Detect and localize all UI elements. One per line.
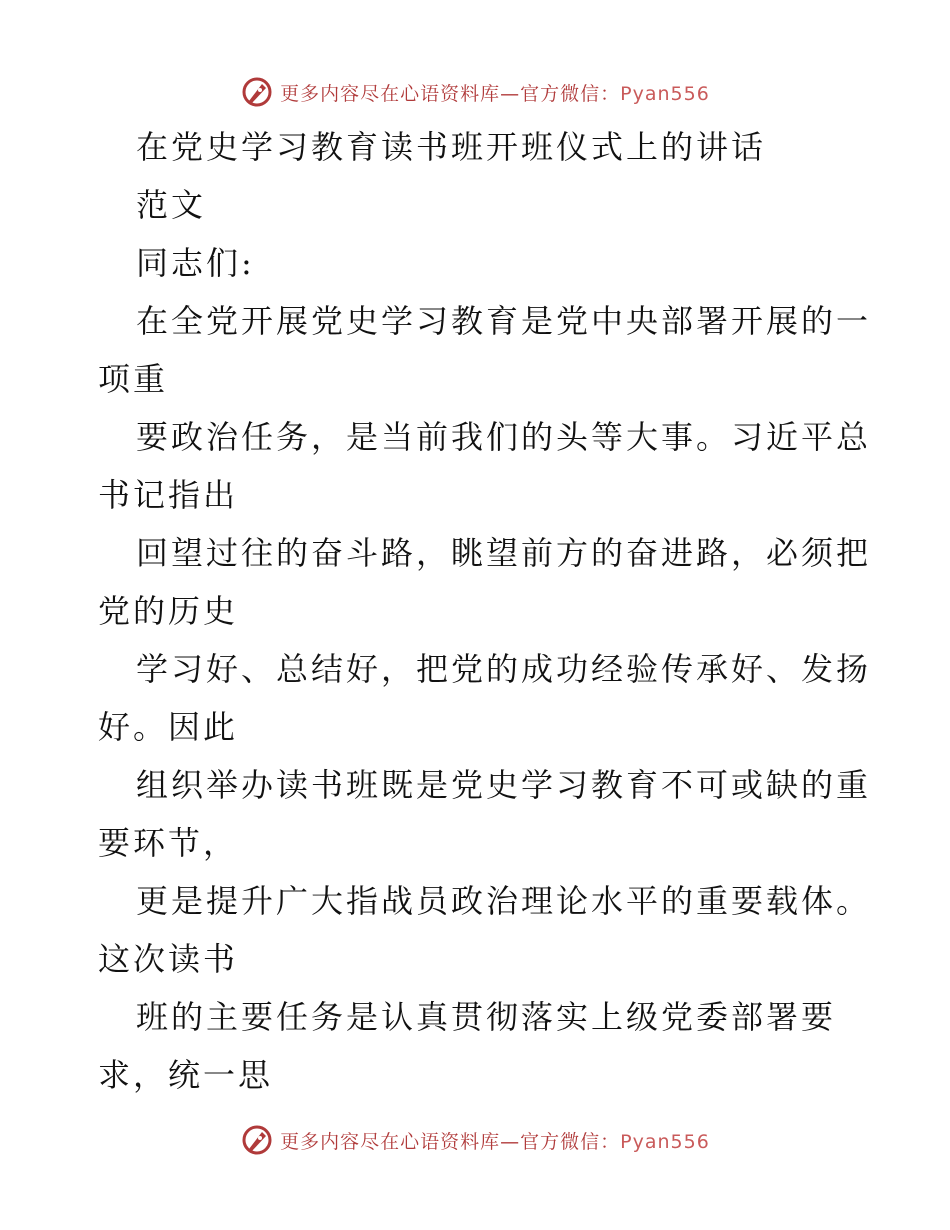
document-line: 求，统一思 <box>98 1056 274 1094</box>
document-line: 组织举办读书班既是党史学习教育不可或缺的重 <box>136 766 872 804</box>
header-banner <box>0 72 950 112</box>
document-line: 书记指出 <box>98 476 239 514</box>
document-line: 好。因此 <box>98 708 239 746</box>
document-line: 回望过往的奋斗路，眺望前方的奋进路，必须把 <box>136 534 872 572</box>
document-line: 这次读书 <box>98 940 239 978</box>
banner-text <box>280 79 710 106</box>
document-line: 要政治任务，是当前我们的头等大事。习近平总 <box>136 418 872 456</box>
document-line: 同志们: <box>136 244 255 282</box>
banner-slogan: 更多内容尽在心语资料库—官方微信： <box>280 1130 621 1153</box>
wechat-id: Pyan556 <box>620 1130 710 1153</box>
document-line: 在全党开展党史学习教育是党中央部署开展的一 <box>136 302 872 340</box>
wechat-id: Pyan556 <box>620 82 710 105</box>
document-line: 班的主要任务是认真贯彻落实上级党委部署要 <box>136 998 837 1036</box>
document-line: 在党史学习教育读书班开班仪式上的讲话 <box>136 128 767 166</box>
document-line: 范文 <box>136 186 207 224</box>
document-line: 学习好、总结好，把党的成功经验传承好、发扬 <box>136 650 872 688</box>
document-line: 项重 <box>98 360 169 398</box>
footer-banner <box>0 1120 950 1160</box>
document-line: 更是提升广大指战员政治理论水平的重要载体。 <box>136 882 872 920</box>
document-line: 要环节， <box>98 824 239 862</box>
pen-nib-logo-icon <box>240 1123 274 1157</box>
banner-text <box>280 1127 710 1154</box>
pen-nib-logo-icon <box>240 75 274 109</box>
document-line: 党的历史 <box>98 592 239 630</box>
banner-slogan: 更多内容尽在心语资料库—官方微信： <box>280 82 621 105</box>
document-body <box>98 118 872 1104</box>
